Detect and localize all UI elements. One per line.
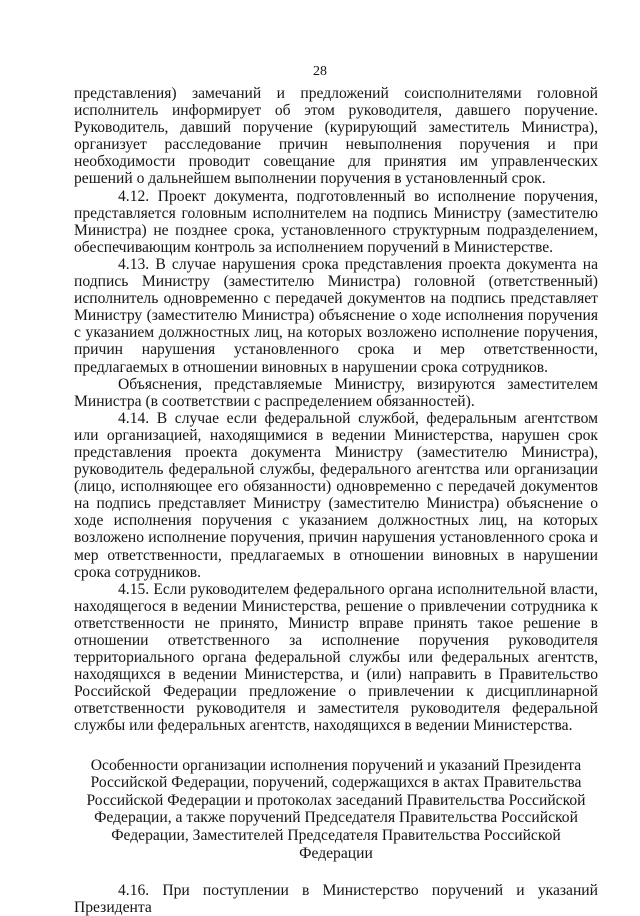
section-heading: Особенности организации исполнения поручений и указаний Президента Российской Федерации, поручений, содержащихся в актах Правительства Российской Федерации и протоколах заседаний Правительства Российской Федерации, а также поручений Председателя Правительства Российской Федерации, Заместителей Председателя Правительства Российской Федерации xyxy=(86,756,586,862)
paragraph-4-15: 4.15. Если руководителем федерального органа исполнительной власти, находящегося в ведении Министерства, решение о привлечении сотрудника к ответственности не принято, Министр вправе принять такое решение в отношении ответственного за исполнение поручения руководителя территориального органа федеральной службы или федеральных агентств, находящихся в ведении Министерства, и (или) направить в Правительство Российской Федерации предложение о привлечении к дисциплинарной ответственности руководителя и заместителя руководителя федеральной службы или федеральных агентств, находящихся в ведении Министерства. xyxy=(74,580,598,735)
paragraph-4-14: 4.14. В случае если федеральной службой, федеральным агентством или организацией, находящимися в ведении Министерства, нарушен срок представления проекта документа Министру (заместителю Министра), руководитель федеральной службы, федерального агентства или организации (лицо, исполняющее его обязанности) одновременно с передачей документов на подпись представляет Министру (заместителю Министра) объяснение о ходе исполнения поручения с указанием должностных лиц, на которых возложено исполнение поручения, причин нарушения установленного срока и мер ответственности, предлагаемых в отношении виновных в нарушении срока сотрудников. xyxy=(74,409,598,581)
paragraph-4-12: 4.12. Проект документа, подготовленный во исполнение поручения, представляется головным исполнителем на подпись Министру (заместителю Министра) не позднее срока, установленного структурным подразделением, обеспечивающим контроль за исполнением поручений в Министерстве. xyxy=(74,187,598,256)
paragraph-explanations: Объяснения, представляемые Министру, визируются заместителем Министра (в соответствии с распределением обязанностей). xyxy=(74,375,598,410)
document-body xyxy=(74,85,598,916)
page-number: 28 xyxy=(313,64,327,79)
paragraph-4-16: 4.16. При поступлении в Министерство поручений и указаний Президента xyxy=(74,882,598,916)
paragraph-continuation: представления) замечаний и предложений соисполнителями головной исполнитель информирует об этом руководителя, давшего поручение. Руководитель, давший поручение (курирующий заместитель Министра), организует расследование причин невыполнения поручения и при необходимости проводит совещание для принятия им управленческих решений о дальнейшем выполнении поручения в установленный срок. xyxy=(74,85,598,188)
paragraph-4-13: 4.13. В случае нарушения срока представления проекта документа на подпись Министру (заместителю Министра) головной (ответственный) исполнитель одновременно с передачей документов на подпись представляет Министру (заместителю Министра) объяснение о ходе исполнения поручения с указанием должностных лиц, на которых возложено исполнение поручения, причин нарушения установленного срока и мер ответственности, предлагаемых в отношении виновных в нарушении срока сотрудников. xyxy=(74,255,598,376)
